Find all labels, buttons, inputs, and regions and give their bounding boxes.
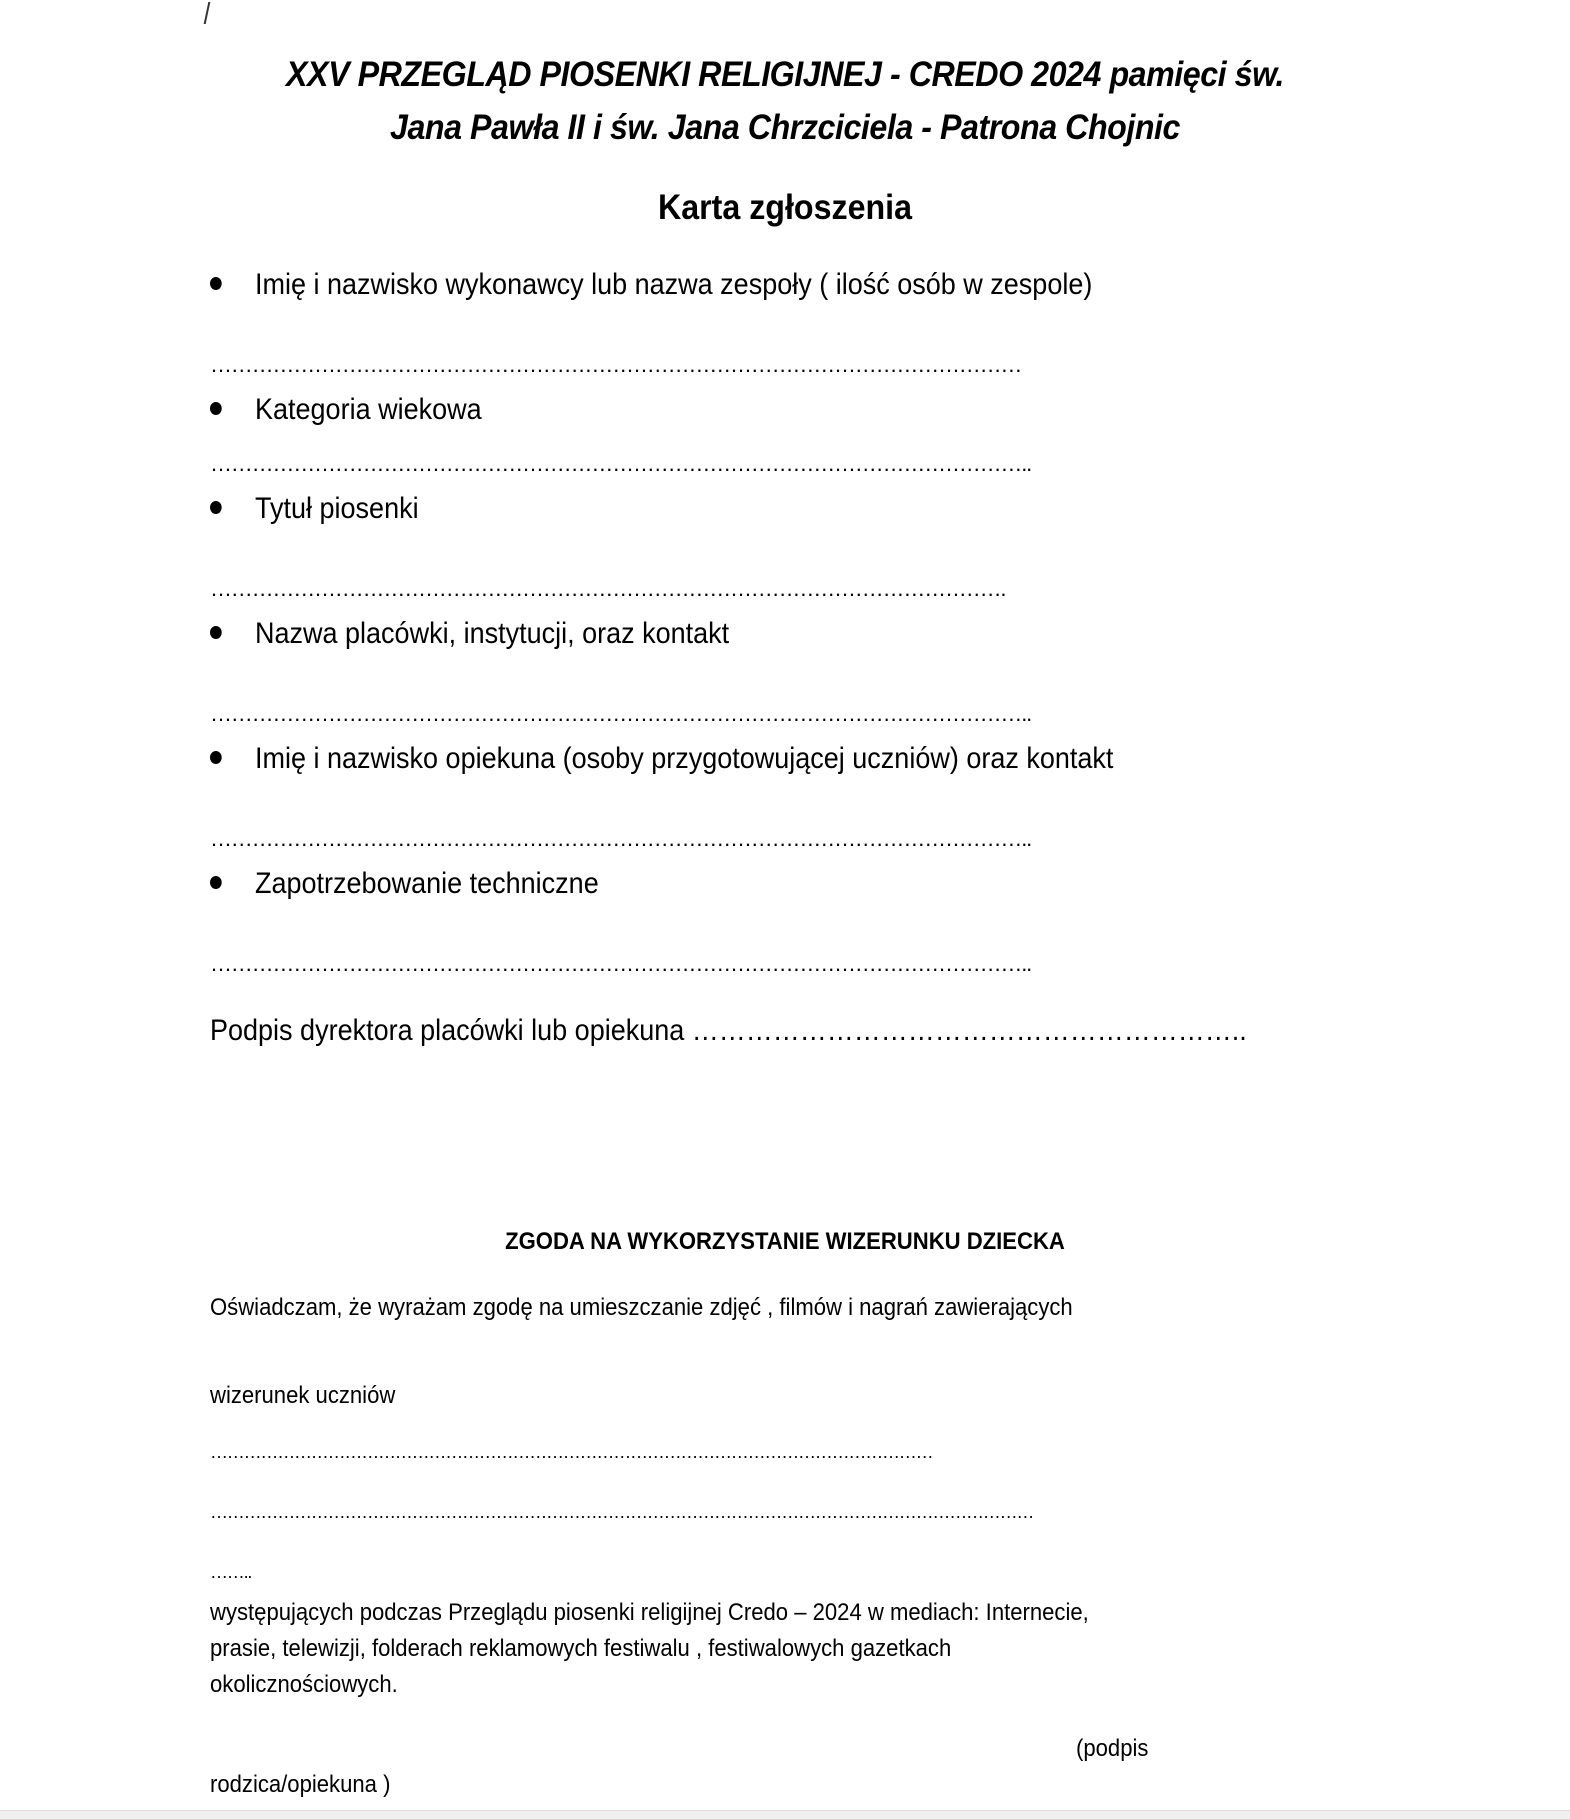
field-blank-institution[interactable]: ………………………………………………………………………………………………………..	[210, 701, 1032, 726]
director-signature-line[interactable]: Podpis dyrektora placówki lub opiekuna ……………………………………………………..	[210, 1014, 1247, 1047]
field-blank-age-category[interactable]: ………………………………………………………………………………………………………..	[210, 451, 1032, 476]
bullet-icon	[210, 751, 222, 764]
bullet-icon	[210, 402, 222, 415]
field-label-guardian: Imię i nazwisko opiekuna (osoby przygotowującej uczniów) oraz kontakt	[210, 742, 1113, 776]
document-title-line-2: Jana Pawła II i św. Jana Chrzciciela - Patrona Chojnic	[390, 108, 1180, 147]
field-label-performer: Imię i nazwisko wykonawcy lub nazwa zespoły ( ilość osób w zespole)	[210, 268, 1092, 302]
field-label-age-category: Kategoria wiekowa	[210, 393, 482, 427]
viewer-bottom-bar	[0, 1810, 1570, 1819]
field-blank-technical-needs[interactable]: ………………………………………………………………………………………………………..	[210, 951, 1032, 976]
field-label-institution: Nazwa placówki, instytucji, oraz kontakt	[210, 617, 729, 651]
text-cursor-mark	[204, 2, 211, 24]
bullet-icon	[210, 876, 222, 889]
consent-line-2: wizerunek uczniów	[210, 1382, 396, 1409]
consent-blank-1[interactable]: …………………………………………………………………………………………………………………	[210, 1442, 933, 1462]
field-blank-performer[interactable]: ………………………………………………………………………………………………………	[210, 352, 1022, 377]
field-blank-guardian[interactable]: ………………………………………………………………………………………………………..	[210, 826, 1032, 851]
parent-signature-label-2: rodzica/opiekuna )	[210, 1771, 391, 1798]
consent-blank-2[interactable]: …………………………………………………………………………………………………………………………………	[210, 1502, 1034, 1522]
bullet-icon	[210, 277, 222, 290]
bullet-icon	[210, 501, 222, 514]
bullet-icon	[210, 626, 222, 639]
consent-blank-3[interactable]: ……..	[210, 1562, 252, 1582]
form-subtitle: Karta zgłoszenia	[657, 188, 913, 227]
field-label-song-title: Tytuł piosenki	[210, 492, 419, 526]
consent-paragraph-line-2: prasie, telewizji, folderach reklamowych festiwalu , festiwalowych gazetkach	[210, 1635, 952, 1662]
document-title-line-1: XXV PRZEGLĄD PIOSENKI RELIGIJNEJ - CREDO 2024 pamięci św.	[286, 55, 1284, 94]
field-label-technical-needs: Zapotrzebowanie techniczne	[210, 867, 599, 901]
consent-line-1: Oświadczam, że wyrażam zgodę na umieszczanie zdjęć , filmów i nagrań zawierających	[210, 1294, 1073, 1321]
consent-heading: ZGODA NA WYKORZYSTANIE WIZERUNKU DZIECKA	[505, 1228, 1065, 1255]
field-blank-song-title[interactable]: …………………………………………………………………………………………………….	[210, 576, 1006, 601]
parent-signature-label-1: (podpis	[1076, 1735, 1149, 1762]
consent-paragraph-line-3: okolicznościowych.	[210, 1671, 398, 1698]
consent-paragraph-line-1: występujących podczas Przeglądu piosenki religijnej Credo – 2024 w mediach: Internecie,	[210, 1599, 1089, 1626]
